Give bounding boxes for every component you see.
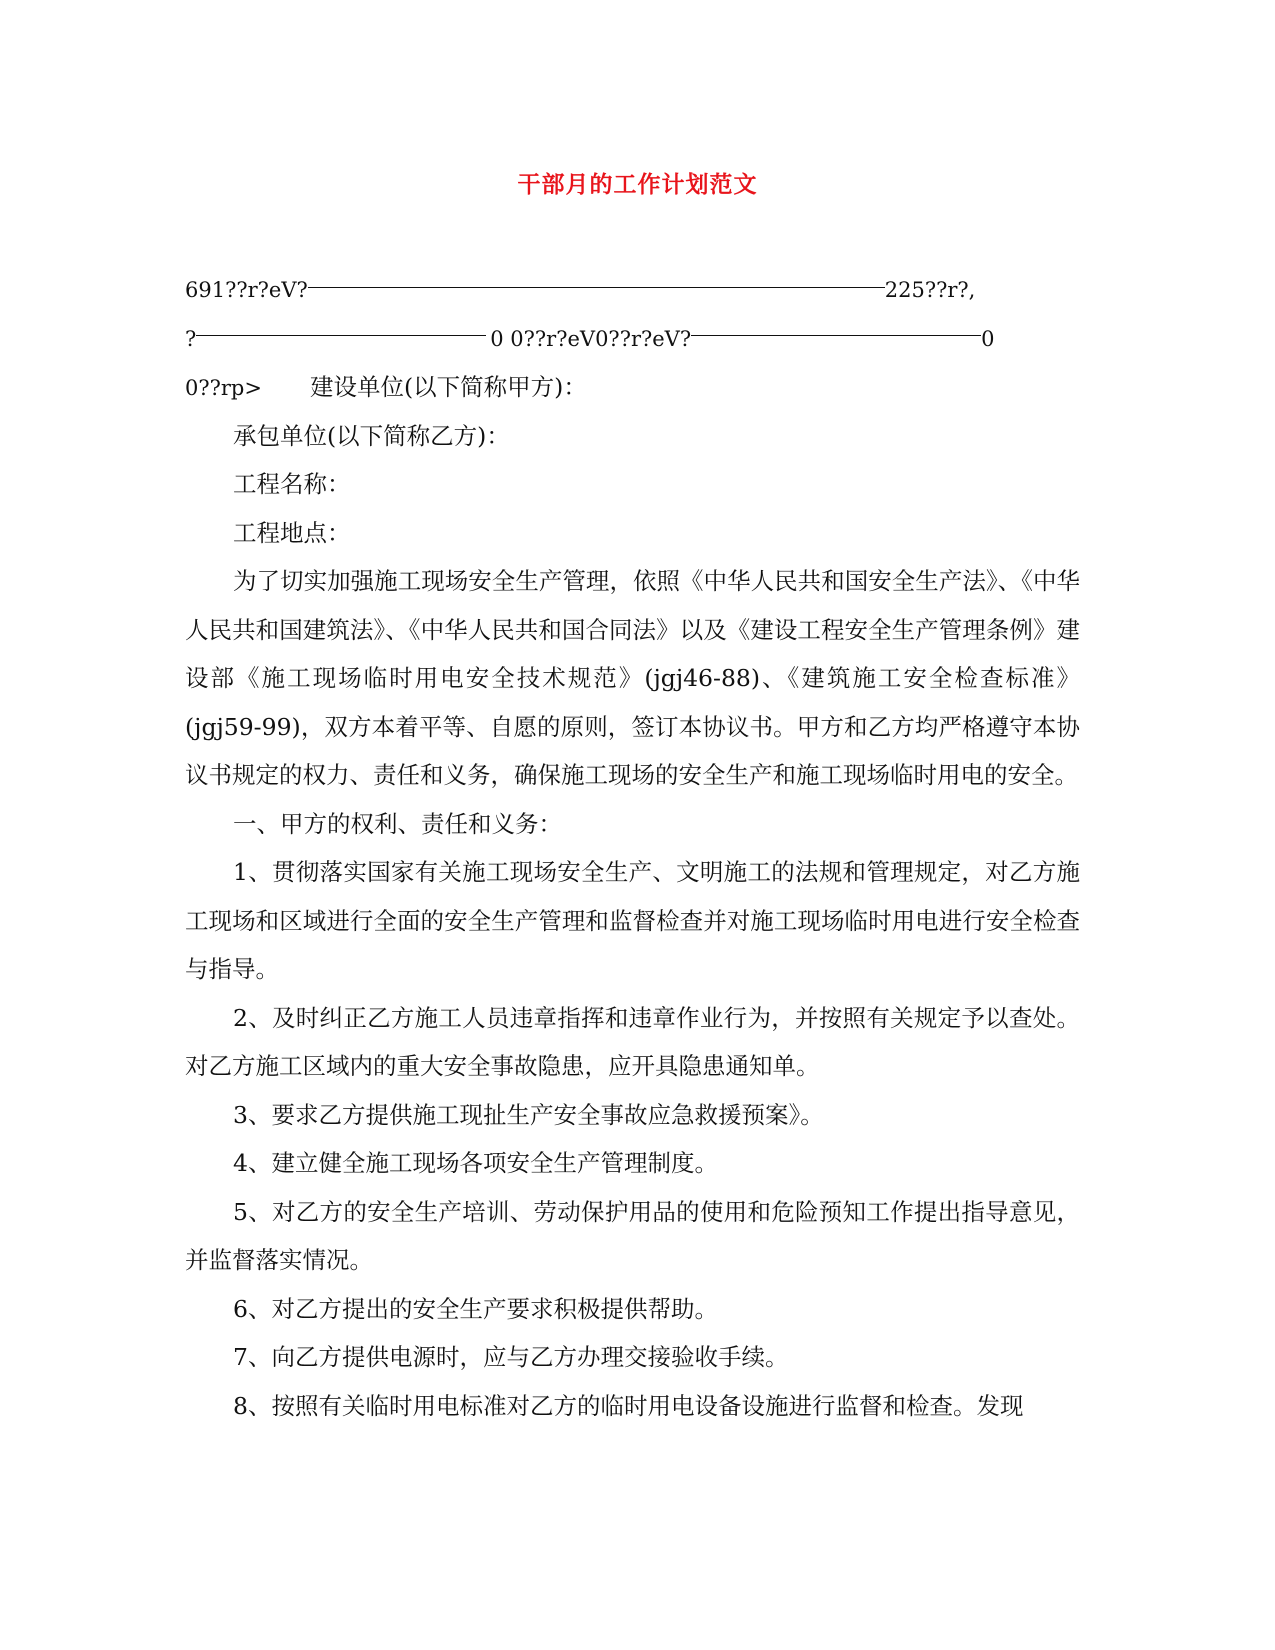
- document-body: [185, 266, 1080, 1430]
- project-name-field: 工程名称：: [233, 470, 351, 498]
- horizontal-rule: [196, 335, 486, 336]
- garbled-text: 0: [981, 326, 995, 351]
- garbled-text: 0 0??r?eV0??r?eV?: [490, 326, 692, 351]
- garbled-text: 0??rp>: [185, 376, 262, 400]
- clause-item: 6、对乙方提出的安全生产要求积极提供帮助。: [233, 1294, 718, 1323]
- garbled-text: 691??r?eV?: [185, 278, 308, 302]
- horizontal-rule: [308, 287, 885, 288]
- clause-item: 5、对乙方的安全生产培训、劳动保护用品的使用和危险预知工作提出指导意见，并监督落实情况。: [185, 1197, 1080, 1274]
- clause-item: 1、贯彻落实国家有关施工现场安全生产、文明施工的法规和管理规定，对乙方施工现场和区域进行全面的安全生产管理和监督检查并对施工现场临时用电进行安全检查与指导。: [185, 858, 1080, 983]
- section-heading: 一、甲方的权利、责任和义务：: [233, 809, 562, 838]
- preamble-paragraph: 为了切实加强施工现场安全生产管理，依照《中华人民共和国安全生产法》、《中华人民共和国建筑法》、《中华人民共和国合同法》以及《建设工程安全生产管理条例》建设部《施工现场临时用电安全技术规范》(jgj46-88)、《建筑施工安全检查标准》(jgj59-99)，双方本着平等、自愿的原则，签订本协议书。甲方和乙方均严格遵守本协议书规定的权力、责任和义务，确保施工现场的安全生产和施工现场临时用电的安全。: [185, 567, 1080, 789]
- party-a-line: [185, 363, 1080, 412]
- project-site-field: 工程地点：: [233, 518, 351, 547]
- clause-item: 3、要求乙方提供施工现扯生产安全事故应急救援预案》。: [233, 1100, 824, 1129]
- clause-item: 4、建立健全施工现场各项安全生产管理制度。: [233, 1149, 718, 1177]
- party-a-field: 建设单位(以下简称甲方)：: [310, 373, 587, 401]
- document-title: 干部月的工作计划范文: [517, 171, 758, 198]
- garbled-text: 225??r?,: [884, 278, 976, 302]
- garbled-line-1: [185, 266, 1080, 315]
- horizontal-rule: [691, 335, 981, 336]
- garbled-line-2: [185, 315, 1080, 364]
- garbled-text: ?: [185, 326, 197, 351]
- party-b-field: 承包单位(以下简称乙方)：: [233, 421, 510, 450]
- clause-item: 7、向乙方提供电源时，应与乙方办理交接验收手续。: [233, 1343, 789, 1371]
- clause-item: 2、及时纠正乙方施工人员违章指挥和违章作业行为，并按照有关规定予以查处。对乙方施工区域内的重大安全事故隐患，应开具隐患通知单。: [185, 1003, 1080, 1080]
- clause-item: 8、按照有关临时用电标准对乙方的临时用电设备设施进行监督和检查。发现: [233, 1391, 1024, 1420]
